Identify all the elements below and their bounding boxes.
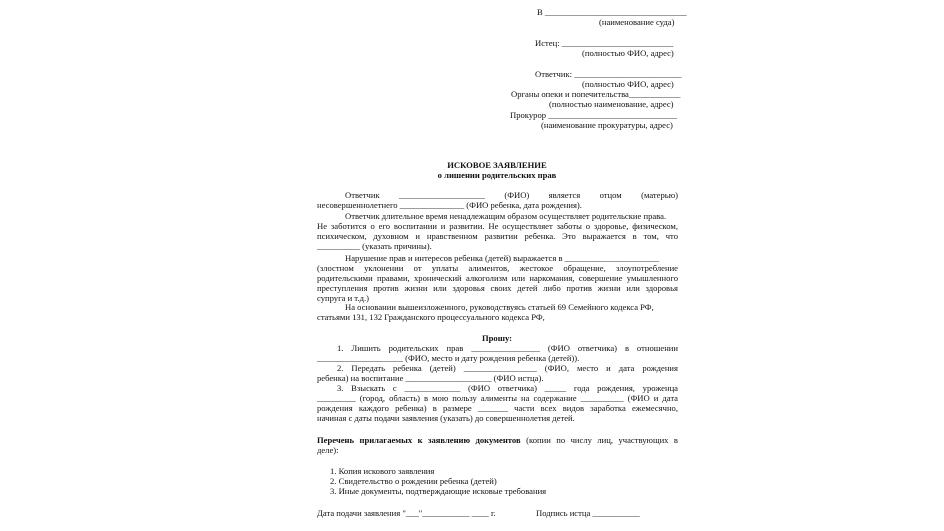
prosecutor-line: Прокурор ______________________________ (510, 110, 678, 120)
paragraph-1-line-2: несовершеннолетнего _______________ (ФИО ребенка, дата рождения). (317, 200, 582, 210)
document-title: ИСКОВОЕ ЗАЯВЛЕНИЕ (447, 160, 547, 170)
request-item-3-line-3: рождения каждого ребенка) в размере _______ части всех видов заработка ежемесячно, (317, 403, 678, 413)
attachment-item-3: 3. Иные документы, подтверждающие исковые требования (330, 486, 547, 496)
request-item-1-line-2: ____________________ (ФИО, место и дату рождения ребенка (детей)). (317, 353, 580, 363)
guardianship-hint: (полностью наименование, адрес) (549, 99, 674, 109)
attachments-heading-rest: (копии по числу лиц, участвующих в (520, 435, 678, 445)
paragraph-4-line-1: На основании вышеизложенного, руководствуясь статьей 69 Семейного кодекса РФ, (345, 302, 654, 312)
court-line: В _________________________________ (537, 7, 687, 17)
paragraph-3-line-5: супруга и т.д.) (317, 293, 369, 303)
paragraph-2-line-2: Не заботится о его воспитании и развитии. Не осуществляет заботы о здоровье, физическом, (317, 221, 678, 231)
plaintiff-line: Истец: __________________________ (535, 38, 674, 48)
submission-date: Дата подачи заявления "___"___________ ____ г. (317, 508, 496, 518)
request-item-2-line-2: ребенка) на воспитание ____________________ (ФИО истца). (317, 373, 544, 383)
paragraph-4-line-2: статьями 131, 132 Гражданского процессуального кодекса РФ, (317, 312, 545, 322)
paragraph-3-line-4: преступления против жизни или здоровья своих детей либо против жизни или здоровья (317, 283, 678, 293)
paragraph-3-line-3: родительскими правами, хронический алкоголизм или наркомания, совершение умышленного (317, 273, 678, 283)
defendant-line: Ответчик: _________________________ (535, 69, 682, 79)
attachments-heading-line-2: деле): (317, 445, 339, 455)
document-subtitle: о лишении родительских прав (437, 170, 557, 180)
paragraph-2-line-4: __________ (указать причины). (317, 241, 432, 251)
request-item-3-line-4: начиная с даты подачи заявления (указать) до совершеннолетия детей. (317, 413, 575, 423)
request-item-2-line-1: 2. Передать ребенка (детей) _________________ (ФИО, место и дата рождения (337, 363, 678, 373)
defendant-hint: (полностью ФИО, адрес) (582, 79, 674, 89)
paragraph-3-line-2: (злостном уклонении от уплаты алиментов, жестокое обращение, злоупотребление (317, 263, 678, 273)
plaintiff-signature: Подпись истца ___________ (536, 508, 640, 518)
guardianship-line: Органы опеки и попечительства____________ (511, 89, 681, 99)
attachments-heading (317, 435, 678, 446)
request-heading: Прошу: (481, 333, 513, 343)
request-item-3-line-1: 3. Взыскать с _____________ (ФИО ответчика) _____ года рождения, уроженца (337, 383, 678, 393)
plaintiff-hint: (полностью ФИО, адрес) (582, 48, 674, 58)
paragraph-2-line-3: психическом, духовном и нравственном развитии ребенка. Это выражается в том, что (317, 231, 678, 241)
paragraph-3-line-1: Нарушение прав и интересов ребенка (детей) выражается в ______________________ (345, 253, 660, 263)
attachment-item-1: 1. Копия искового заявления (330, 466, 435, 476)
attachments-heading-bold: Перечень прилагаемых к заявлению документов (317, 435, 521, 445)
request-item-1-line-1: 1. Лишить родительских прав ________________ (ФИО ответчика) в отношении (337, 343, 678, 353)
paragraph-1-line-1: Ответчик ____________________ (ФИО) является отцом (матерью) (345, 190, 678, 200)
prosecutor-hint: (наименование прокуратуры, адрес) (541, 120, 673, 130)
attachment-item-2: 2. Свидетельство о рождении ребенка (детей) (330, 476, 497, 486)
court-hint: (наименование суда) (599, 17, 675, 27)
request-item-3-line-2: _________ (город, область) в мою пользу алименты на содержание __________ (ФИО и дата (317, 393, 678, 403)
paragraph-2-line-1: Ответчик длительное время ненадлежащим образом осуществляет родительские права. (345, 211, 667, 221)
